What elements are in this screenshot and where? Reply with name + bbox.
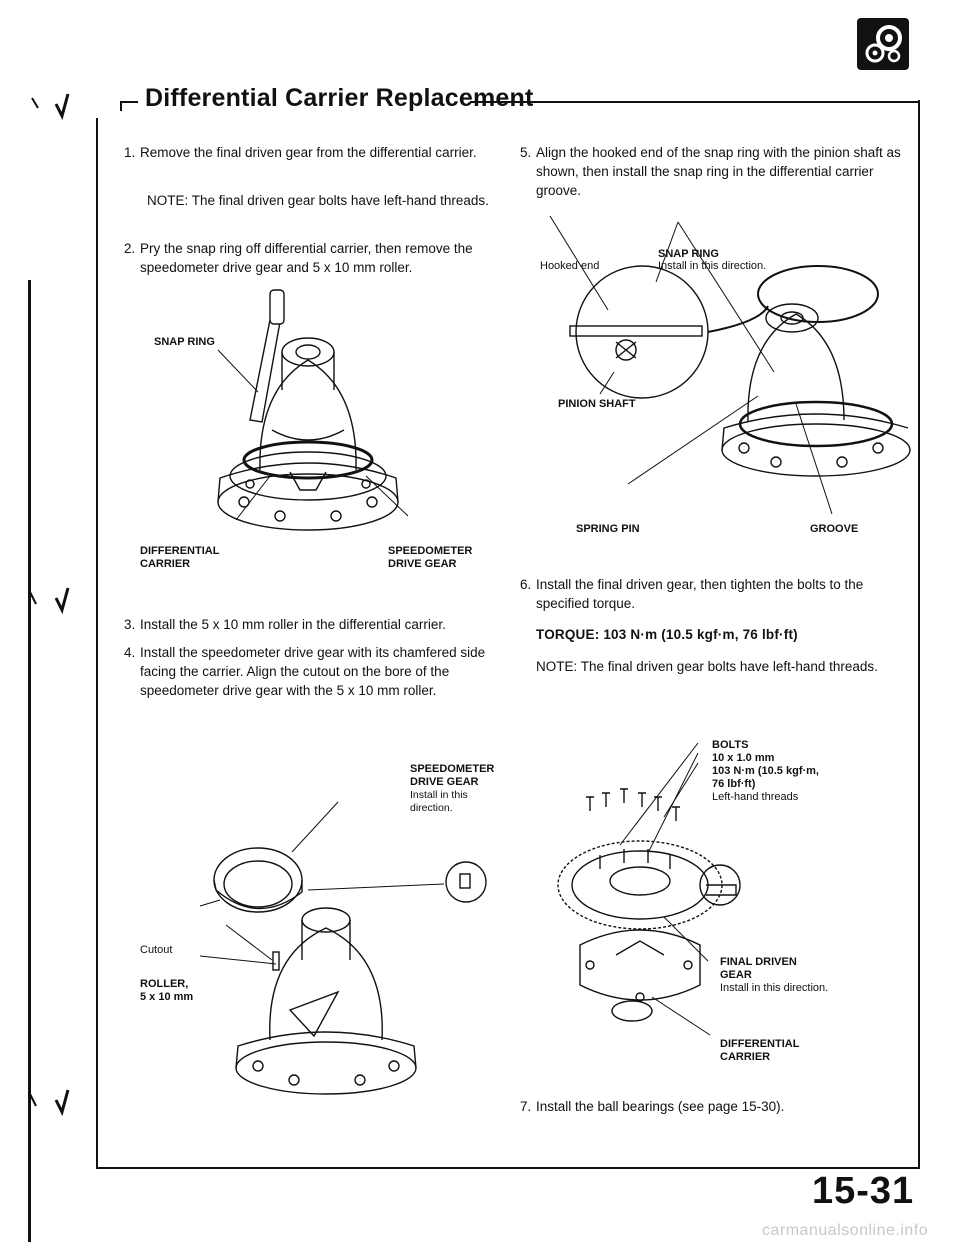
step-1 xyxy=(124,143,494,162)
label-install-direction: Install in this direction. xyxy=(410,789,468,814)
step-text: Pry the snap ring off differential carrier, then remove the speedometer drive gear and 5 x 10 mm roller. xyxy=(140,241,473,275)
label-bolt-torque-1: 103 N·m (10.5 kgf·m, xyxy=(712,765,819,777)
label-hooked-end: Hooked end xyxy=(540,260,600,272)
page-title: Differential Carrier Replacement xyxy=(145,84,534,112)
step-number: 2. xyxy=(124,241,136,256)
label-snap-ring: SNAP RING xyxy=(154,336,215,348)
step-number: 4. xyxy=(124,645,136,660)
step-text: Remove the final driven gear from the differential carrier. xyxy=(140,145,477,160)
figure-speedometer-gear-install xyxy=(138,760,508,1090)
label-speedometer-drive-gear: SPEEDOMETER DRIVE GEAR xyxy=(388,545,473,570)
step-text: Install the final driven gear, then tighten the bolts to the specified torque. xyxy=(536,577,864,611)
figure-snap-ring-alignment xyxy=(540,222,880,542)
page-number: 15-31 xyxy=(812,1170,915,1212)
step-5 xyxy=(520,143,905,200)
figure-snap-ring-removal xyxy=(140,280,500,580)
step-2 xyxy=(124,239,494,277)
step-number: 5. xyxy=(520,145,532,160)
label-pinion-shaft: PINION SHAFT xyxy=(558,398,636,410)
label-roller-size: 5 x 10 mm xyxy=(140,991,194,1003)
label-bolt-size: 10 x 1.0 mm xyxy=(712,752,775,764)
label-bolt-torque-2: 76 lbf·ft) xyxy=(712,778,756,790)
note-6: NOTE: The final driven gear bolts have left-hand threads. xyxy=(536,659,878,674)
step-text: Install the speedometer drive gear with its chamfered side facing the carrier. Align the cutout on the bore of the speedometer drive gear with the 5 x 10 mm roller. xyxy=(140,645,486,698)
label-groove: GROOVE xyxy=(810,523,859,535)
label-cutout: Cutout xyxy=(140,944,173,956)
label-spring-pin: SPRING PIN xyxy=(576,523,640,535)
step-number: 1. xyxy=(124,145,136,160)
step-6 xyxy=(520,575,905,613)
section-logo xyxy=(857,18,909,70)
label-roller: ROLLER, xyxy=(140,978,189,990)
step-text: Install the 5 x 10 mm roller in the differential carrier. xyxy=(140,617,446,632)
step-text: Install the ball bearings (see page 15-30). xyxy=(536,1099,785,1114)
figure-final-driven-gear xyxy=(560,735,905,1070)
watermark: carmanualsonline.info xyxy=(762,1222,929,1239)
torque-spec: TORQUE: 103 N·m (10.5 kgf·m, 76 lbf·ft) xyxy=(536,627,798,642)
gears-icon xyxy=(857,18,909,70)
label-snap-ring-3: SNAP RING xyxy=(658,248,719,260)
label-final-driven-gear: FINAL DRIVEN GEAR xyxy=(720,956,797,981)
step-number: 3. xyxy=(124,617,136,632)
label-install-direction-4: Install in this direction. xyxy=(720,982,829,994)
step-number: 7. xyxy=(520,1099,532,1114)
label-differential-carrier-4: DIFFERENTIAL CARRIER xyxy=(720,1038,800,1063)
step-7 xyxy=(520,1097,905,1116)
label-left-hand-threads: Left-hand threads xyxy=(712,791,799,803)
note-1: NOTE: The final driven gear bolts have left-hand threads. xyxy=(147,193,489,208)
step-4 xyxy=(124,643,504,700)
step-number: 6. xyxy=(520,577,532,592)
step-3 xyxy=(124,615,504,634)
label-differential-carrier: DIFFERENTIAL CARRIER xyxy=(140,545,220,570)
label-speedometer-drive-gear-2: SPEEDOMETER DRIVE GEAR xyxy=(410,763,495,788)
differential-carrier-drawing xyxy=(140,280,500,580)
label-install-direction-3: Install in this direction. xyxy=(658,260,767,272)
step-text: Align the hooked end of the snap ring with the pinion shaft as shown, then install the snap ring in the differential carrier groove. xyxy=(536,145,901,198)
label-bolts: BOLTS xyxy=(712,739,749,751)
